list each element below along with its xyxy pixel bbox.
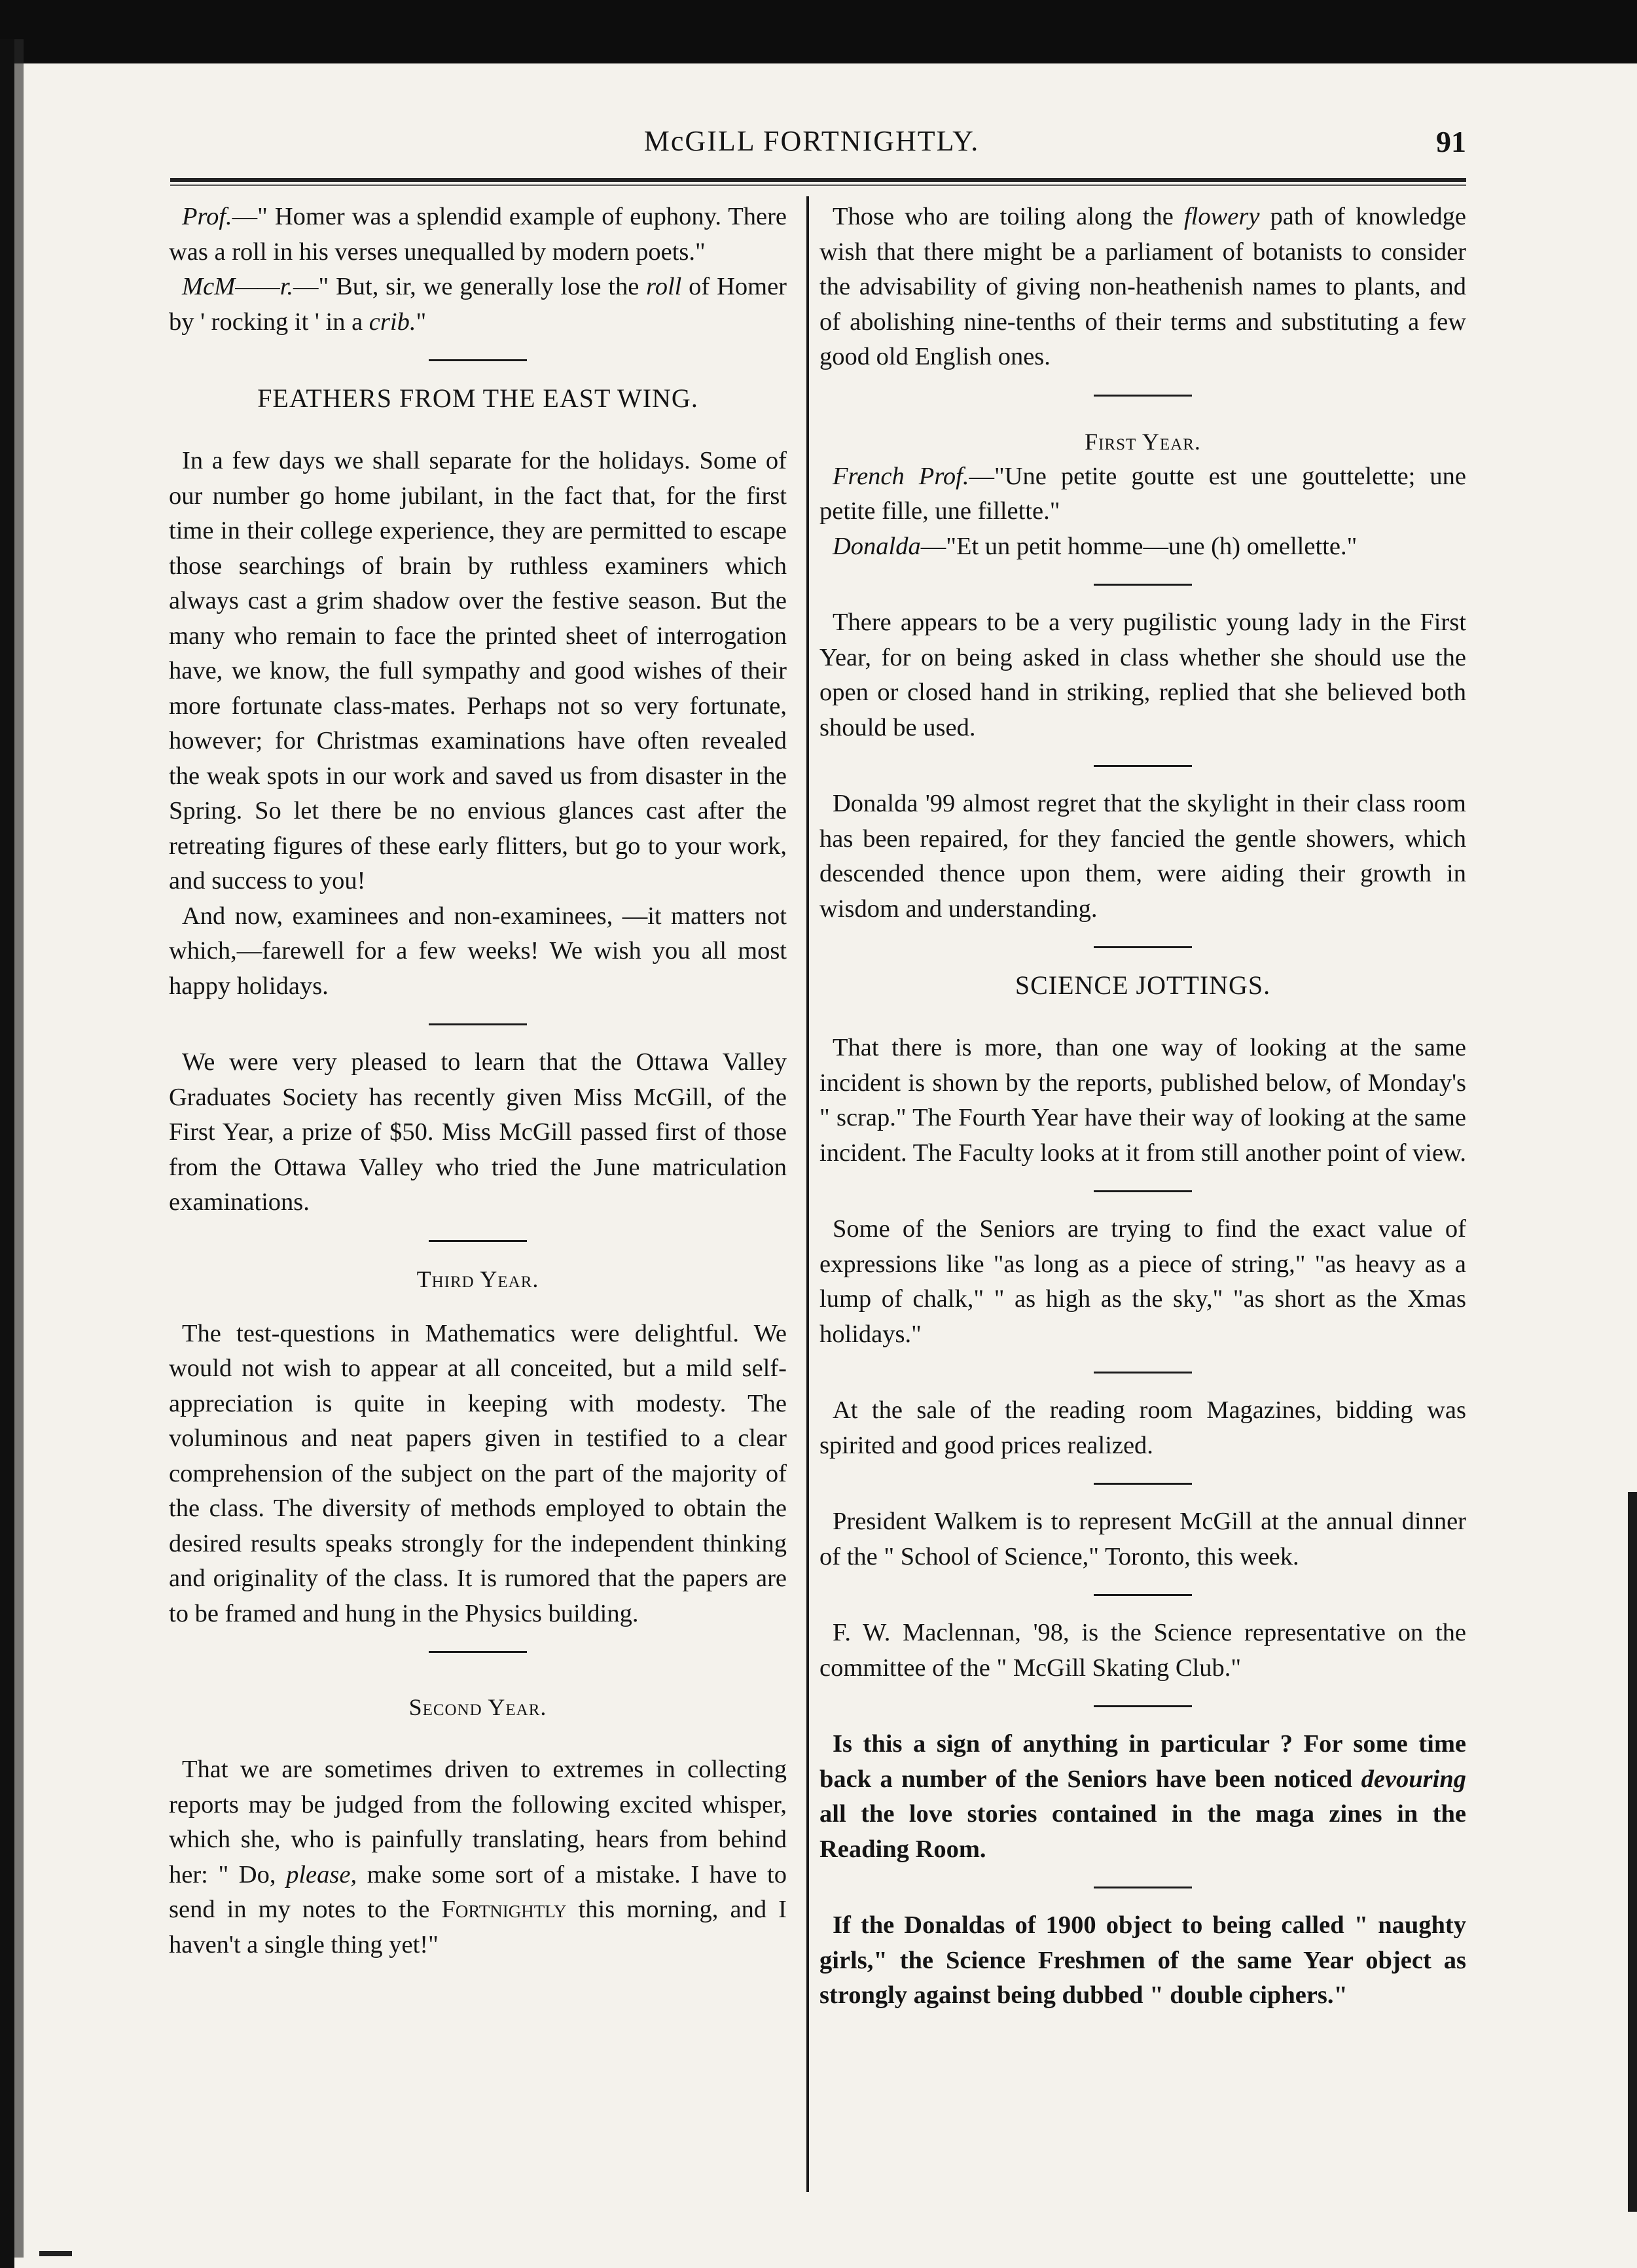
paragraph-walkem: President Walkem is to represent McGill at the annual dinner of the " School of Science," Toronto, this week. <box>819 1508 1466 1570</box>
right-column <box>819 200 1466 2013</box>
scan-right-edge <box>1628 1492 1637 2212</box>
paragraph-skylight: Donalda '99 almost regret that the skylight in their class room has been repaired, for they fancied the gentle showers, which descended thence upon them, were aiding their growth in wisdom and understanding. <box>819 790 1466 923</box>
paragraph-love-stories: Is this a sign of anything in particular ? For some time back a number of the Seniors have been noticed devouring all the love stories contained in the maga zines in the Reading Room. <box>819 1730 1466 1863</box>
journal-title: McGILL FORTNIGHTLY. <box>643 125 980 157</box>
dialogue-french-prof: French Prof.—"Une petite goutte est une gouttelette; une petite fille, une fillette." <box>819 462 1467 525</box>
left-column <box>169 200 787 1962</box>
paragraph-holidays: In a few days we shall separate for the holidays. Some of our number go home jubilant, in the fact that, for the first time in their college experience, they are permitted to escape those searchings of brain by ruthless examiners which always cast a grim shadow over the festive season. But the many who remain to face the printed sheet of interrogation have, we know, the full sympathy and good wishes of their more fortunate class-mates. Perhaps not so very fortunate, however; for Christmas examinations have often revealed the weak spots in our work and saved us from disaster in the Spring. So let there be no envious glances cast after the retreating figures of these early flitters, but go to your work, and success to you! <box>169 447 787 895</box>
paragraph-botany: Those who are toiling along the flowery path of knowledge wish that there might be a parliament of botanists to consider the advisability of giving non-heathenish names to plants, and of abolishing nine-tenths of their terms and substituting a few good old English ones. <box>819 203 1466 370</box>
heading-science-jottings: SCIENCE JOTTINGS. <box>1015 970 1271 1000</box>
subheading-third-year: Third Year. <box>416 1266 539 1292</box>
paragraph-donaldas-1900: If the Donaldas of 1900 object to being called " naughty girls," the Science Freshmen of the same Year object as strongly against being dubbed " double ciphers." <box>819 1911 1466 2009</box>
paragraph-third-year: The test-questions in Mathematics were delightful. We would not wish to appear at all conceited, but a mild self-appreciation is quite in keeping with modesty. The voluminous and neat papers given in testified to a clear comprehension of the subject on the part of the majority of the class. The diversity of methods employed to obtain the desired results speaks strongly for the independent thinking and originality of the class. It is rumored that the papers are to be framed and hung in the Physics building. <box>169 1319 787 1627</box>
paragraph-ottawa-prize: We were very pleased to learn that the Ottawa Valley Graduates Society has recently given Miss McGill, of the First Year, a prize of $50. Miss McGill passed first of those from the Ottawa Valley who tried the June matriculation examinations. <box>169 1048 787 1216</box>
scan-top-border <box>0 0 1637 63</box>
heading-east-wing: FEATHERS FROM THE EAST WING. <box>257 383 698 413</box>
paragraph-scrap: That there is more, than one way of looking at the same incident is shown by the reports, published below, of Monday's " scrap." The Fourth Year have their way of looking at the same incident. The Faculty looks at it from still another point of view. <box>819 1034 1466 1167</box>
paragraph-seniors-expressions: Some of the Seniors are trying to find the exact value of expressions like "as long as a piece of string," "as heavy as a lump of chalk," " as high as the sky," "as short as the Xmas holidays." <box>819 1215 1466 1348</box>
paragraph-magazines: At the sale of the reading room Magazines, bidding was spirited and good prices realized. <box>819 1396 1466 1459</box>
column-divider <box>806 196 809 2192</box>
dialogue-prof: Prof.—" Homer was a splendid example of euphony. There was a roll in his verses unequalled by modern poets." <box>169 203 787 266</box>
header-rule <box>170 178 1466 182</box>
subheading-second-year: Second Year. <box>408 1694 547 1720</box>
page-header <box>157 124 1466 164</box>
header-rule-thin <box>170 185 1466 186</box>
scan-left-shadow <box>14 39 24 2258</box>
dialogue-mcm: McM——r.—" But, sir, we generally lose the roll of Homer by ' rocking it ' in a crib." <box>169 273 787 336</box>
paragraph-pugilistic: There appears to be a very pugilistic young lady in the First Year, for on being asked in class whether she should use the open or closed hand in striking, replied that she believed both should be used. <box>819 609 1466 741</box>
scan-bottom-mark <box>39 2251 72 2256</box>
scan-left-border <box>0 39 14 2268</box>
paragraph-farewell: And now, examinees and non-examinees, —it matters not which,—farewell for a few weeks! We wish you all most happy holidays. <box>169 902 787 1000</box>
paragraph-maclennan: F. W. Maclennan, '98, is the Science representative on the committee of the " McGill Skating Club." <box>819 1619 1466 1682</box>
page-number: 91 <box>1436 125 1466 158</box>
subheading-first-year: First Year. <box>1085 428 1201 455</box>
paragraph-second-year: That we are sometimes driven to extremes in collecting reports may be judged from the following excited whisper, which she, who is painfully translating, hears from behind her: " Do, please, make some sort of a mistake. I have to send in my notes to the Fortnightly this morning, and I haven't a single thing yet!" <box>169 1756 787 1958</box>
dialogue-donalda: Donalda—"Et un petit homme—une (h) omellette." <box>833 532 1358 560</box>
